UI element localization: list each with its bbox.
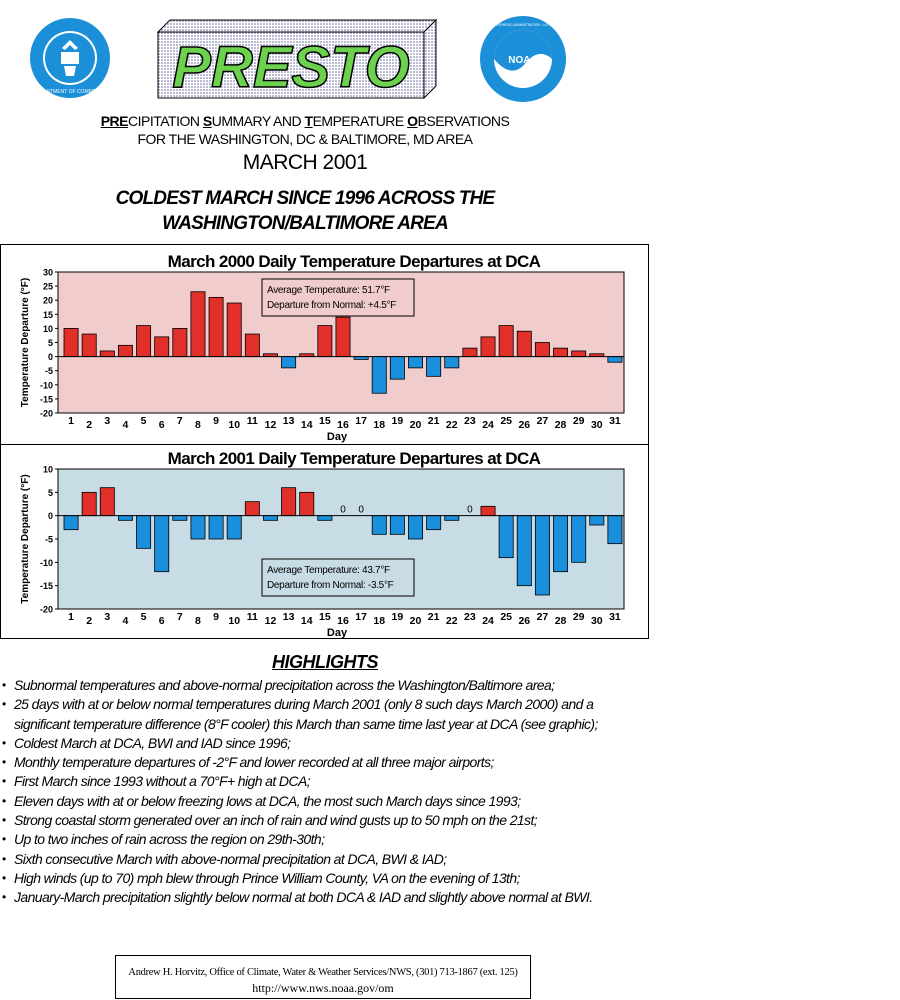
region-line: FOR THE WASHINGTON, DC & BALTIMORE, MD AREA (137, 131, 473, 147)
zero-value-label: 0 (467, 504, 473, 516)
highlight-item: • 25 days with at or below normal temperatures during March 2001 (only 8 such days March 2000) and a significant temperature difference (8°F cooler) this March than same time last year at DCA (see graphic); (0, 695, 650, 734)
x-tick-label: 29 (572, 415, 585, 427)
bar-day-5 (137, 326, 151, 357)
bar-day-27 (535, 516, 549, 595)
y-tick-label: -20 (39, 408, 53, 419)
x-tick-label: 31 (609, 611, 621, 623)
bar-day-14 (300, 492, 314, 515)
annotation-avg-temp: Average Temperature: 43.7°F (267, 565, 390, 576)
x-tick-label: 24 (482, 615, 494, 627)
month-title: MARCH 2001 (242, 151, 368, 174)
x-tick-label: 4 (122, 615, 129, 627)
x-tick-label: 13 (282, 415, 295, 427)
bar-day-31 (608, 357, 622, 363)
y-axis-label: Temperature Departure (°F) (20, 474, 31, 604)
bar-day-2 (82, 492, 96, 515)
bar-day-11 (245, 334, 259, 357)
bar-day-27 (535, 343, 549, 357)
y-tick-label: 5 (47, 487, 53, 498)
chart-march-2000 (0, 245, 649, 444)
x-tick-label: 23 (464, 415, 476, 427)
x-tick-label: 11 (246, 415, 258, 427)
y-tick-label: 10 (42, 464, 53, 475)
bar-day-3 (100, 488, 114, 516)
bar-day-9 (209, 297, 223, 356)
bar-day-5 (137, 516, 151, 549)
commerce-seal-logo (30, 18, 110, 98)
x-tick-label: 6 (158, 419, 165, 431)
bar-day-19 (390, 516, 404, 535)
bar-day-25 (499, 516, 513, 558)
chart-title: March 2001 Daily Temperature Departures at DCA (167, 449, 541, 468)
x-tick-label: 15 (319, 415, 331, 427)
bar-day-21 (427, 357, 441, 377)
bar-day-1 (64, 516, 78, 530)
zero-value-label: 0 (340, 504, 346, 516)
highlight-item: • Up to two inches of rain across the region on 29th-30th; (0, 830, 650, 849)
x-tick-label: 18 (373, 419, 386, 431)
x-tick-label: 26 (518, 615, 531, 627)
bar-day-15 (318, 516, 332, 521)
x-tick-label: 9 (213, 415, 220, 427)
x-tick-label: 13 (282, 611, 295, 623)
highlight-item: • First March since 1993 without a 70°F+ high at DCA; (0, 772, 650, 791)
y-tick-label: -5 (44, 366, 53, 377)
x-tick-label: 19 (391, 611, 404, 623)
y-tick-label: -10 (39, 557, 53, 568)
bar-day-1 (64, 328, 78, 356)
y-axis-label: Temperature Departure (°F) (20, 277, 31, 408)
bar-day-9 (209, 516, 223, 539)
y-tick-label: 0 (47, 352, 53, 363)
x-tick-label: 14 (300, 419, 313, 431)
x-tick-label: 5 (140, 415, 147, 427)
x-tick-label: 2 (86, 615, 93, 627)
x-tick-label: 10 (228, 419, 241, 431)
x-tick-label: 21 (427, 611, 440, 623)
x-tick-label: 20 (409, 419, 422, 431)
bar-day-19 (390, 357, 404, 380)
x-tick-label: 24 (482, 419, 494, 431)
highlights-list (0, 676, 650, 908)
bar-day-18 (372, 357, 386, 394)
y-tick-label: -15 (39, 394, 53, 405)
annotation-avg-temp: Average Temperature: 51.7°F (267, 285, 390, 296)
highlight-item: • High winds (up to 70) mph blew through Prince William County, VA on the evening of 13th; (0, 869, 650, 888)
bar-day-6 (155, 516, 169, 572)
seal-ring-text: DEPARTMENT OF COMMERCE (33, 89, 107, 95)
highlight-item: • Eleven days with at or below freezing lows at DCA, the most such March days since 1993; (0, 792, 650, 811)
bar-day-10 (227, 516, 241, 539)
x-tick-label: 5 (140, 611, 147, 623)
bar-day-31 (608, 516, 622, 544)
y-tick-label: -15 (39, 581, 53, 592)
y-tick-label: 0 (47, 511, 53, 522)
bar-day-15 (318, 326, 332, 357)
x-tick-label: 17 (355, 611, 367, 623)
highlight-item: • January-March precipitation slightly below normal at both DCA & IAD and slightly above normal at BWI. (0, 888, 650, 907)
bar-day-13 (282, 357, 296, 368)
y-tick-label: 15 (42, 309, 53, 320)
x-tick-label: 27 (536, 611, 549, 623)
x-tick-label: 8 (195, 615, 201, 627)
y-tick-label: 20 (42, 295, 53, 306)
chart-title: March 2000 Daily Temperature Departures at DCA (167, 252, 541, 271)
x-tick-label: 28 (554, 615, 567, 627)
x-tick-label: 27 (536, 415, 549, 427)
bar-day-28 (553, 516, 567, 572)
chart-march-2001 (0, 445, 649, 639)
zero-value-label: 0 (358, 504, 364, 516)
x-tick-label: 31 (609, 415, 621, 427)
bar-day-8 (191, 292, 205, 357)
y-tick-label: 30 (42, 267, 53, 278)
bar-day-6 (155, 337, 169, 357)
headline-line-2: WASHINGTON/BALTIMORE AREA (162, 213, 448, 234)
x-tick-label: 1 (68, 611, 74, 623)
annotation-departure: Departure from Normal: -3.5°F (267, 580, 394, 591)
x-tick-label: 20 (409, 615, 422, 627)
x-tick-label: 22 (445, 615, 458, 627)
bar-day-24 (481, 506, 495, 515)
x-tick-label: 12 (264, 419, 277, 431)
x-tick-label: 2 (86, 419, 93, 431)
bar-day-10 (227, 303, 241, 357)
y-tick-label: 5 (47, 338, 53, 348)
x-tick-label: 3 (104, 611, 111, 623)
bar-day-7 (173, 328, 187, 356)
bar-day-13 (282, 488, 296, 516)
x-tick-label: 22 (445, 419, 458, 431)
x-tick-label: 28 (554, 419, 567, 431)
logo-text: PRESTO (172, 35, 410, 100)
bar-day-18 (372, 516, 386, 535)
x-tick-label: 21 (427, 415, 440, 427)
y-tick-label: 25 (42, 281, 53, 292)
bar-day-21 (427, 516, 441, 530)
x-tick-label: 14 (300, 615, 313, 627)
presto-acronym-line: PRECIPITATION SUMMARY AND TEMPERATURE OBSERVATIONS (100, 113, 510, 129)
footer-url[interactable]: http://www.nws.noaa.gov/om (252, 981, 394, 995)
x-tick-label: 1 (68, 415, 74, 427)
bar-day-7 (173, 516, 187, 521)
annotation-departure: Departure from Normal: +4.5°F (267, 300, 396, 311)
highlights-title: HIGHLIGHTS (272, 652, 378, 672)
x-tick-label: 15 (319, 611, 331, 623)
bar-day-20 (408, 516, 422, 539)
bar-day-2 (82, 334, 96, 357)
bar-day-30 (590, 516, 604, 525)
x-axis-label: Day (326, 431, 348, 443)
x-tick-label: 6 (158, 615, 165, 627)
x-tick-label: 16 (337, 419, 349, 431)
x-tick-label: 4 (122, 419, 129, 431)
x-tick-label: 17 (355, 415, 367, 427)
bar-day-25 (499, 326, 513, 357)
highlight-item: • Monthly temperature departures of -2°F and lower recorded at all three major airports; (0, 753, 650, 772)
x-tick-label: 25 (500, 415, 513, 427)
x-axis-label: Day (326, 627, 348, 639)
bar-day-4 (118, 345, 132, 356)
bar-day-29 (572, 351, 586, 357)
highlight-item: • Sixth consecutive March with above-normal precipitation at DCA, BWI & IAD; (0, 850, 650, 869)
y-tick-label: -5 (44, 534, 53, 545)
bar-day-29 (572, 516, 586, 563)
footer-credit-box (115, 955, 531, 999)
bar-day-22 (445, 516, 459, 521)
x-tick-label: 18 (373, 615, 386, 627)
x-tick-label: 7 (176, 415, 183, 427)
x-tick-label: 10 (228, 615, 241, 627)
bar-day-20 (408, 357, 422, 368)
x-tick-label: 3 (104, 415, 111, 427)
bar-day-23 (463, 348, 477, 356)
x-tick-label: 12 (264, 615, 277, 627)
x-tick-label: 11 (246, 611, 258, 623)
y-tick-label: 10 (42, 323, 53, 334)
bar-day-4 (118, 516, 132, 521)
bar-day-24 (481, 337, 495, 357)
x-tick-label: 8 (195, 419, 201, 431)
footer-credit: Andrew H. Horvitz, Office of Climate, Water & Weather Services/NWS, (301) 713-1867 (ext. 125) (128, 967, 518, 978)
bar-day-26 (517, 516, 531, 586)
y-tick-label: -20 (39, 604, 53, 615)
x-tick-label: 25 (500, 611, 513, 623)
x-tick-label: 23 (464, 611, 476, 623)
noaa-label: NOAA (508, 55, 538, 66)
bar-day-12 (263, 516, 277, 521)
bar-day-26 (517, 331, 531, 356)
x-tick-label: 29 (572, 611, 585, 623)
highlight-item: • Subnormal temperatures and above-normal precipitation across the Washington/Baltimore area; (0, 676, 650, 695)
presto-logo (158, 20, 436, 98)
noaa-ring-text: NATIONAL OCEANIC AND ATMOSPHERIC ADMINISTRATION · U.S. DEPARTMENT OF COMMERCE (449, 23, 597, 27)
bar-day-22 (445, 357, 459, 368)
x-tick-label: 30 (590, 419, 603, 431)
bar-day-11 (245, 502, 259, 516)
x-tick-label: 26 (518, 419, 531, 431)
x-tick-label: 19 (391, 415, 404, 427)
bar-day-3 (100, 351, 114, 357)
bar-day-16 (336, 317, 350, 356)
y-tick-label: -10 (39, 380, 53, 391)
headline-line-1: COLDEST MARCH SINCE 1996 ACROSS THE (115, 188, 495, 209)
x-tick-label: 9 (213, 611, 220, 623)
x-tick-label: 7 (176, 611, 183, 623)
bar-day-8 (191, 516, 205, 539)
highlight-item: • Strong coastal storm generated over an inch of rain and wind gusts up to 50 mph on the 21st; (0, 811, 650, 830)
x-tick-label: 30 (590, 615, 603, 627)
bar-day-28 (553, 348, 567, 356)
noaa-seal-logo (449, 16, 597, 102)
x-tick-label: 16 (337, 615, 349, 627)
highlight-item: • Coldest March at DCA, BWI and IAD since 1996; (0, 734, 650, 753)
